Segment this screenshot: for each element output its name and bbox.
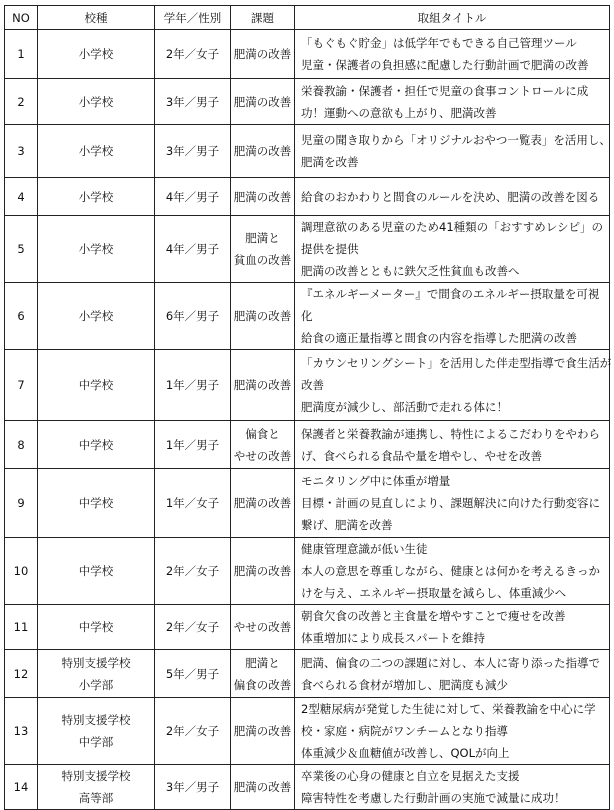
issue-line: 偏食と <box>245 426 280 441</box>
title-line: 繋げ、肥満を改善 <box>301 518 393 532</box>
cell-school <box>38 350 155 421</box>
school-line: 小学校 <box>78 144 114 158</box>
title-line: 児童・保護者の負担感に配慮した行動計画で肥満の改善 <box>301 58 589 72</box>
cell-grade-gender: 4年／男子 <box>155 216 231 283</box>
table-row <box>5 605 610 650</box>
school-line: 小学校 <box>78 189 114 204</box>
school-line: 高等部 <box>78 791 114 805</box>
title-line: モニタリング中に体重が増量 <box>301 474 451 488</box>
table-row <box>5 765 610 810</box>
table-row <box>5 421 610 469</box>
title-line: 本人の意思を尊重しながら、健康とは何かを考えるきっか <box>301 564 600 578</box>
cell-title <box>295 421 610 469</box>
table-row <box>5 350 610 421</box>
table-row <box>5 469 610 538</box>
cell-school <box>38 765 155 810</box>
title-line: 「カウンセリングシート」を活用した伴走型指導で食生活が <box>301 356 612 370</box>
title-line: 肥満度が減少し、部活動で走れる体に！ <box>301 400 508 414</box>
school-line: 特別支援学校 <box>61 713 131 727</box>
cell-grade-gender: 4年／男子 <box>155 178 231 216</box>
cell-no: 3 <box>5 125 38 178</box>
issue-line: 貧血の改善 <box>233 253 292 267</box>
cell-school <box>38 421 155 469</box>
cell-title <box>295 30 610 79</box>
issue-line: 肥満の改善 <box>233 780 292 794</box>
cell-issue <box>231 698 295 765</box>
cell-title <box>295 650 610 698</box>
cell-grade-gender: 3年／男子 <box>155 765 231 810</box>
title-line: 肥満の改善とともに鉄欠乏性貧血も改善へ <box>301 264 520 278</box>
cell-grade-gender: 2年／女子 <box>155 30 231 79</box>
title-line: 栄養教諭・保護者・担任で児童の食事コントロールに成 <box>301 83 589 98</box>
table-body <box>5 30 610 810</box>
cell-grade-gender: 2年／女子 <box>155 605 231 650</box>
cell-issue <box>231 650 295 698</box>
school-line: 中学部 <box>78 735 114 749</box>
title-line: 改善 <box>301 378 324 392</box>
school-line: 中学校 <box>78 620 114 634</box>
issue-line: 肥満と <box>245 655 280 670</box>
cell-issue <box>231 605 295 650</box>
cell-grade-gender: 1年／男子 <box>155 350 231 421</box>
title-line: 体重増加により成長スパートを維持 <box>301 631 485 645</box>
cell-title <box>295 605 610 650</box>
title-line: 給食のおかわりと間食のルールを決め、肥満の改善を図る <box>301 189 600 204</box>
title-line: 障害特性を考慮した行動計画の実施で減量に成功！ <box>301 791 566 805</box>
table-row <box>5 178 610 216</box>
cell-grade-gender: 1年／女子 <box>155 469 231 538</box>
title-line: 卒業後の心身の健康と自立を見据えた支援 <box>301 769 520 783</box>
cell-school <box>38 125 155 178</box>
cell-grade-gender: 1年／男子 <box>155 421 231 469</box>
cell-title <box>295 79 610 125</box>
header-title: 取組タイトル <box>295 6 610 30</box>
title-line: 功！運動への意欲も上がり、肥満改善 <box>301 105 497 120</box>
cell-school <box>38 79 155 125</box>
title-line: 校・家庭・病院がワンチームとなり指導 <box>301 724 508 738</box>
cell-issue <box>231 30 295 79</box>
table-row <box>5 125 610 178</box>
table-row <box>5 283 610 350</box>
school-line: 小学校 <box>78 94 114 109</box>
issue-line: 肥満と <box>245 231 280 245</box>
title-line: 調理意欲のある児童のため41種類の「おすすめレシピ」の <box>301 220 603 234</box>
cell-title <box>295 698 610 765</box>
cell-issue <box>231 469 295 538</box>
cell-title <box>295 283 610 350</box>
cell-no: 4 <box>5 178 38 216</box>
cell-no: 5 <box>5 216 38 283</box>
table-row <box>5 650 610 698</box>
cell-issue <box>231 216 295 283</box>
title-line: げ、食べられる食品や量を増やし、やせを改善 <box>301 448 543 463</box>
cell-title <box>295 216 610 283</box>
cell-school <box>38 698 155 765</box>
cell-school <box>38 30 155 79</box>
cell-school <box>38 283 155 350</box>
school-line: 小学校 <box>78 309 114 323</box>
cell-grade-gender: 5年／男子 <box>155 650 231 698</box>
cell-issue <box>231 421 295 469</box>
title-line: 肥満、偏食の二つの課題に対し、本人に寄り添った指導で <box>301 655 600 670</box>
cell-issue <box>231 283 295 350</box>
issue-line: 肥満の改善 <box>233 378 292 392</box>
title-line: 「もぐもぐ貯金」は低学年でもできる自己管理ツール <box>301 36 577 50</box>
title-line: 食べられる食材が増加し、肥満度も減少 <box>301 677 508 692</box>
cell-no: 10 <box>5 538 38 605</box>
cell-issue <box>231 178 295 216</box>
cell-issue <box>231 79 295 125</box>
cell-no: 12 <box>5 650 38 698</box>
school-line: 小学校 <box>78 47 114 61</box>
title-line: 体重減少＆血糖値が改善し、QOLが向上 <box>301 746 510 760</box>
title-line: 目標・計画の見直しにより、課題解決に向けた行動変容に <box>301 496 600 510</box>
school-line: 小学校 <box>78 242 114 256</box>
issue-line: やせの改善 <box>233 620 292 634</box>
issue-line: やせの改善 <box>233 448 292 463</box>
cell-no: 2 <box>5 79 38 125</box>
title-line: けを与え、エネルギー摂取量を減らし、体重減少へ <box>301 586 567 600</box>
title-line: 保護者と栄養教諭が連携し、特性によるこだわりをやわら <box>301 426 600 441</box>
issue-line: 肥満の改善 <box>233 94 292 109</box>
issue-line: 肥満の改善 <box>233 144 292 158</box>
school-line: 特別支援学校 <box>61 655 131 670</box>
cell-grade-gender: 3年／男子 <box>155 79 231 125</box>
header-no: NO <box>5 6 38 30</box>
cell-school <box>38 216 155 283</box>
school-line: 中学校 <box>78 437 114 452</box>
table-row <box>5 216 610 283</box>
cell-issue <box>231 350 295 421</box>
title-line: 提供を提供 <box>301 242 359 256</box>
cell-no: 8 <box>5 421 38 469</box>
initiatives-table <box>4 5 610 810</box>
cell-school <box>38 178 155 216</box>
cell-no: 11 <box>5 605 38 650</box>
cell-grade-gender: 2年／女子 <box>155 538 231 605</box>
title-line: 健康管理意識が低い生徒 <box>301 542 428 556</box>
issue-line: 肥満の改善 <box>233 309 292 323</box>
issue-line: 偏食の改善 <box>233 677 292 692</box>
cell-title <box>295 350 610 421</box>
table-row <box>5 538 610 605</box>
title-line: 給食の適正量指導と間食の内容を指導した肥満の改善 <box>301 331 577 345</box>
school-line: 小学部 <box>78 677 114 692</box>
cell-grade-gender: 3年／男子 <box>155 125 231 178</box>
cell-school <box>38 605 155 650</box>
cell-title <box>295 765 610 810</box>
cell-grade-gender: 2年／女子 <box>155 698 231 765</box>
title-line: 『エネルギーメーター』で間食のエネルギー摂取量を可視 <box>301 287 600 301</box>
cell-title <box>295 538 610 605</box>
issue-line: 肥満の改善 <box>233 189 292 204</box>
cell-no: 6 <box>5 283 38 350</box>
cell-no: 9 <box>5 469 38 538</box>
school-line: 特別支援学校 <box>61 769 131 783</box>
title-line: 朝食欠食の改善と主食量を増やすことで痩せを改善 <box>301 609 566 623</box>
header-row <box>5 6 610 30</box>
table-row <box>5 30 610 79</box>
header-grade-gender: 学年／性別 <box>155 6 231 30</box>
issue-line: 肥満の改善 <box>233 47 292 61</box>
title-line: 化 <box>301 309 313 323</box>
cell-no: 14 <box>5 765 38 810</box>
cell-title <box>295 125 610 178</box>
cell-issue <box>231 125 295 178</box>
school-line: 中学校 <box>78 496 114 510</box>
cell-school <box>38 469 155 538</box>
cell-no: 1 <box>5 30 38 79</box>
cell-no: 7 <box>5 350 38 421</box>
cell-school <box>38 538 155 605</box>
title-line: 児童の聞き取りから「オリジナルおやつ一覧表」を活用し、 <box>301 133 611 147</box>
issue-line: 肥満の改善 <box>233 564 292 578</box>
cell-title <box>295 178 610 216</box>
issue-line: 肥満の改善 <box>233 496 292 510</box>
cell-issue <box>231 538 295 605</box>
school-line: 中学校 <box>78 378 114 392</box>
header-school: 校種 <box>38 6 155 30</box>
header-issue: 課題 <box>231 6 295 30</box>
cell-no: 13 <box>5 698 38 765</box>
issue-line: 肥満の改善 <box>233 724 292 738</box>
school-line: 中学校 <box>78 564 114 578</box>
title-line: 2型糖尿病が発覚した生徒に対して、栄養教諭を中心に学 <box>301 702 596 716</box>
table-row <box>5 79 610 125</box>
cell-title <box>295 469 610 538</box>
cell-school <box>38 650 155 698</box>
table-row <box>5 698 610 765</box>
cell-grade-gender: 6年／男子 <box>155 283 231 350</box>
title-line: 肥満を改善 <box>301 155 359 169</box>
cell-issue <box>231 765 295 810</box>
